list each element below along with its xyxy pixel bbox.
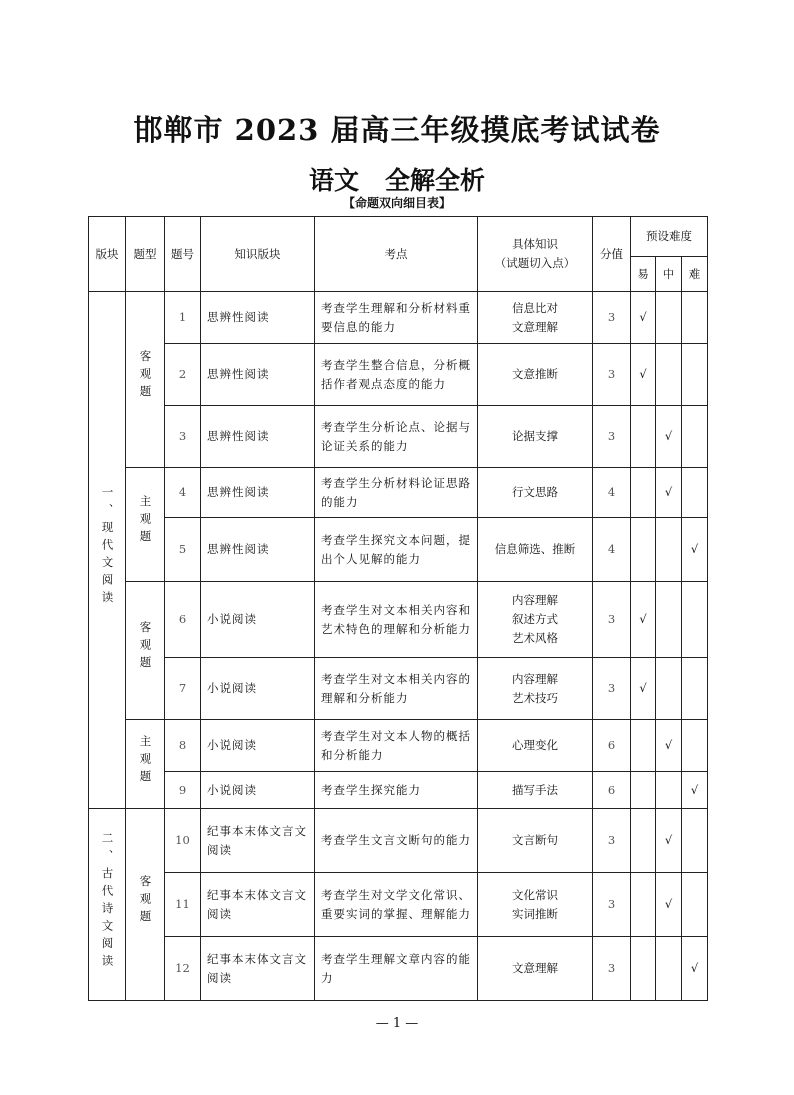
check-mark: √: [690, 542, 699, 556]
point-cell: 考查学生理解文章内容的能力: [315, 937, 478, 1001]
difficulty-easy-cell: [631, 582, 656, 658]
score-cell: 4: [593, 468, 631, 518]
check-mark: √: [690, 961, 699, 975]
score-cell: 3: [593, 937, 631, 1001]
difficulty-hard-cell: [682, 937, 708, 1001]
table-row: [89, 582, 708, 658]
section-cell: [89, 292, 126, 809]
specific-line: 论据支撑: [512, 429, 558, 443]
difficulty-medium-cell: [656, 406, 682, 468]
difficulty-medium-cell: [656, 468, 682, 518]
type-label: 主观题: [138, 495, 153, 548]
difficulty-hard-cell: [682, 344, 708, 406]
question-number: 4: [165, 468, 201, 518]
type-label: 客观题: [138, 621, 153, 674]
difficulty-easy-cell: [631, 344, 656, 406]
specific-cell: [478, 292, 593, 344]
header-hard: 难: [682, 257, 708, 292]
specific-line: 行文思路: [512, 485, 558, 499]
difficulty-medium-cell: [656, 772, 682, 809]
table-row: [89, 720, 708, 772]
difficulty-easy-cell: [631, 937, 656, 1001]
specific-cell: [478, 406, 593, 468]
difficulty-medium-cell: [656, 873, 682, 937]
header-easy: 易: [631, 257, 656, 292]
header-specific: [478, 217, 593, 292]
section-cell: [89, 809, 126, 1001]
question-number: 3: [165, 406, 201, 468]
specific-cell: [478, 873, 593, 937]
specific-line: 文言断句: [512, 833, 558, 847]
check-mark: √: [664, 833, 673, 847]
question-number: 10: [165, 809, 201, 873]
knowledge-cell: 小说阅读: [201, 658, 315, 720]
difficulty-easy-cell: [631, 873, 656, 937]
difficulty-hard-cell: [682, 406, 708, 468]
knowledge-cell: 纪事本末体文言文阅读: [201, 937, 315, 1001]
difficulty-medium-cell: [656, 809, 682, 873]
difficulty-easy-cell: [631, 292, 656, 344]
specific-cell: [478, 344, 593, 406]
header-difficulty: 预设难度: [631, 217, 708, 257]
specific-line: 文意理解: [512, 961, 558, 975]
subtitle-tag: 全解全析: [385, 166, 486, 195]
specific-cell: [478, 518, 593, 582]
type-cell: [126, 720, 165, 809]
difficulty-hard-cell: [682, 809, 708, 873]
check-mark: √: [639, 367, 647, 381]
difficulty-hard-cell: [682, 658, 708, 720]
point-cell: 考查学生分析材料论证思路的能力: [315, 468, 478, 518]
question-number: 1: [165, 292, 201, 344]
check-mark: √: [639, 612, 647, 626]
specific-line: 文化常识: [512, 887, 558, 902]
point-cell: 考查学生理解和分析材料重要信息的能力: [315, 292, 478, 344]
specific-cell: [478, 772, 593, 809]
table-row: [89, 406, 708, 468]
point-cell: 考查学生对文本人物的概括和分析能力: [315, 720, 478, 772]
table-name: 【命题双向细目表】: [342, 196, 451, 210]
question-number: 5: [165, 518, 201, 582]
specific-cell: [478, 468, 593, 518]
header-section: 版块: [89, 217, 126, 292]
point-cell: 考查学生文言文断句的能力: [315, 809, 478, 873]
table-row: [89, 772, 708, 809]
check-mark: √: [664, 485, 673, 499]
header-specific-line1: 具体知识: [512, 237, 558, 251]
type-cell: [126, 468, 165, 582]
difficulty-medium-cell: [656, 658, 682, 720]
knowledge-cell: 小说阅读: [201, 582, 315, 658]
specific-line: 信息比对: [512, 300, 558, 315]
table-row: [89, 518, 708, 582]
header-specific-line2: （试题切入点）: [494, 256, 576, 270]
specific-line: 内容理解: [512, 671, 558, 686]
type-label: 客观题: [138, 875, 153, 928]
table-row: [89, 292, 708, 344]
point-cell: 考查学生探究能力: [315, 772, 478, 809]
question-number: 6: [165, 582, 201, 658]
question-number: 2: [165, 344, 201, 406]
specific-line: 内容理解: [512, 593, 558, 607]
header-number: 题号: [165, 217, 201, 292]
header-score: 分值: [593, 217, 631, 292]
specific-line: 信息筛选、推断: [494, 542, 576, 556]
specific-line: 文意推断: [512, 367, 558, 381]
question-number: 7: [165, 658, 201, 720]
knowledge-cell: 思辨性阅读: [201, 406, 315, 468]
difficulty-easy-cell: [631, 772, 656, 809]
knowledge-cell: 小说阅读: [201, 720, 315, 772]
header-medium: 中: [656, 257, 682, 292]
difficulty-medium-cell: [656, 344, 682, 406]
specific-line: 文意理解: [512, 319, 558, 334]
score-cell: 3: [593, 292, 631, 344]
document-title: 邯郸市 2023 届高三年级摸底考试试卷: [133, 113, 661, 147]
difficulty-hard-cell: [682, 873, 708, 937]
score-cell: 3: [593, 809, 631, 873]
difficulty-hard-cell: [682, 582, 708, 658]
difficulty-medium-cell: [656, 937, 682, 1001]
score-cell: 3: [593, 344, 631, 406]
header-knowledge: 知识版块: [201, 217, 315, 292]
table-row: [89, 344, 708, 406]
specific-line: 艺术技巧: [512, 690, 558, 705]
score-cell: 6: [593, 720, 631, 772]
document-subtitle: [0, 161, 794, 197]
page-number: — 1 —: [375, 1016, 419, 1031]
table-body: [89, 292, 708, 1001]
check-mark: √: [639, 681, 647, 695]
difficulty-hard-cell: [682, 468, 708, 518]
specific-cell: [478, 582, 593, 658]
knowledge-cell: 纪事本末体文言文阅读: [201, 873, 315, 937]
knowledge-cell: 纪事本末体文言文阅读: [201, 809, 315, 873]
knowledge-cell: 思辨性阅读: [201, 468, 315, 518]
score-cell: 4: [593, 518, 631, 582]
specific-line: 心理变化: [512, 738, 558, 752]
type-cell: [126, 292, 165, 468]
knowledge-cell: 思辨性阅读: [201, 518, 315, 582]
table-row: [89, 873, 708, 937]
specific-cell: [478, 658, 593, 720]
score-cell: 3: [593, 406, 631, 468]
check-mark: √: [664, 738, 673, 752]
point-cell: 考查学生对文学文化常识、重要实词的掌握、理解能力: [315, 873, 478, 937]
specific-cell: [478, 720, 593, 772]
point-cell: 考查学生整合信息，分析概括作者观点态度的能力: [315, 344, 478, 406]
subtitle-subject: 语文: [308, 166, 359, 195]
check-mark: √: [690, 782, 699, 797]
score-cell: 3: [593, 582, 631, 658]
difficulty-easy-cell: [631, 406, 656, 468]
type-label: 客观题: [138, 350, 153, 403]
check-mark: √: [639, 310, 647, 324]
score-cell: 6: [593, 772, 631, 809]
table-row: [89, 809, 708, 873]
specific-line: 实词推断: [512, 906, 558, 921]
knowledge-cell: 思辨性阅读: [201, 344, 315, 406]
header-point: 考点: [315, 217, 478, 292]
specific-cell: [478, 809, 593, 873]
difficulty-hard-cell: [682, 720, 708, 772]
question-number: 11: [165, 873, 201, 937]
specification-table: [88, 216, 708, 1001]
difficulty-easy-cell: [631, 518, 656, 582]
specific-line: 叙述方式: [512, 612, 558, 626]
score-cell: 3: [593, 873, 631, 937]
difficulty-medium-cell: [656, 582, 682, 658]
point-cell: 考查学生分析论点、论据与论证关系的能力: [315, 406, 478, 468]
difficulty-hard-cell: [682, 292, 708, 344]
difficulty-easy-cell: [631, 809, 656, 873]
difficulty-hard-cell: [682, 772, 708, 809]
difficulty-easy-cell: [631, 720, 656, 772]
specific-cell: [478, 937, 593, 1001]
question-number: 8: [165, 720, 201, 772]
difficulty-medium-cell: [656, 292, 682, 344]
point-cell: 考查学生探究文本问题，提出个人见解的能力: [315, 518, 478, 582]
point-cell: 考查学生对文本相关内容的理解和分析能力: [315, 658, 478, 720]
header-type: 题型: [126, 217, 165, 292]
difficulty-easy-cell: [631, 658, 656, 720]
difficulty-easy-cell: [631, 468, 656, 518]
table-row: [89, 937, 708, 1001]
score-cell: 3: [593, 658, 631, 720]
knowledge-cell: 思辨性阅读: [201, 292, 315, 344]
type-label: 主观题: [138, 734, 153, 788]
section-label: 一、现代文阅读: [100, 485, 115, 609]
section-label: 二、古代诗文阅读: [100, 831, 115, 972]
question-number: 12: [165, 937, 201, 1001]
check-mark: √: [664, 429, 673, 443]
check-mark: √: [664, 897, 673, 911]
specific-line: 艺术风格: [512, 631, 558, 645]
difficulty-hard-cell: [682, 518, 708, 582]
question-number: 9: [165, 772, 201, 809]
table-row: [89, 658, 708, 720]
difficulty-medium-cell: [656, 720, 682, 772]
specific-line: 描写手法: [512, 782, 558, 797]
point-cell: 考查学生对文本相关内容和艺术特色的理解和分析能力: [315, 582, 478, 658]
type-cell: [126, 582, 165, 720]
type-cell: [126, 809, 165, 1001]
table-row: [89, 468, 708, 518]
knowledge-cell: 小说阅读: [201, 772, 315, 809]
difficulty-medium-cell: [656, 518, 682, 582]
